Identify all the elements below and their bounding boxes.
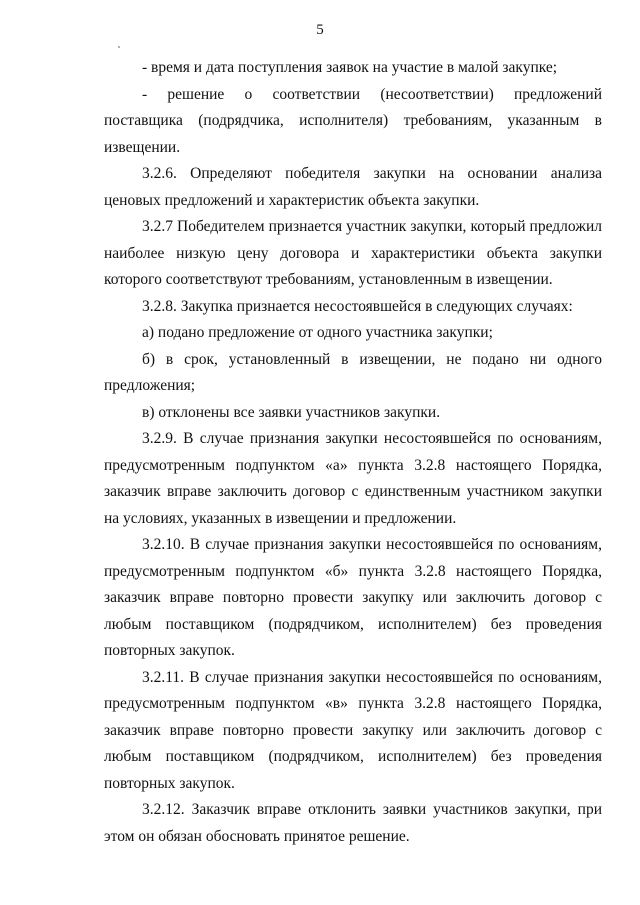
paragraph-3-2-6: 3.2.6. Определяют победителя закупки на основании анализа ценовых предложений и характеристик объекта закупки. [104, 165, 602, 209]
document-body [104, 55, 602, 850]
paragraph-time-date-receipt: - время и дата поступления заявок на участие в малой закупке; [142, 59, 558, 76]
page-number: 5 [316, 22, 324, 38]
subitem-a: а) подано предложение от одного участника закупки; [142, 324, 493, 341]
paragraph-3-2-8: 3.2.8. Закупка признается несостоявшейся в следующих случаях: [142, 297, 573, 315]
paragraph-3-2-10: 3.2.10. В случае признания закупки несостоявшейся по основаниям, предусмотренным подпунктом «б» пункта 3.2.8 настоящего Порядка, заказчик вправе повторно провести закупку или заключить договор с любым поставщиком (подрядчиком, исполнителем) без проведения повторных закупок. [104, 536, 602, 659]
paragraph-3-2-7: 3.2.7 Победителем признается участник закупки, который предложил наиболее низкую цену договора и характеристики объекта закупки которого соответствуют требованиям, установленным в извещении. [104, 218, 602, 288]
scan-speck [118, 46, 120, 48]
paragraph-3-2-12: 3.2.12. Заказчик вправе отклонить заявки участников закупки, при этом он обязан обосновать принятое решение. [104, 801, 602, 845]
paragraph-3-2-9: 3.2.9. В случае признания закупки несостоявшейся по основаниям, предусмотренным подпунктом «а» пункта 3.2.8 настоящего Порядка, заказчик вправе заключить договор с единственным участником закупки на условиях, указанных в извещении и предложении. [104, 430, 602, 527]
paragraph-3-2-11: 3.2.11. В случае признания закупки несостоявшейся по основаниям, предусмотренным подпунктом «в» пункта 3.2.8 настоящего Порядка, заказчик вправе повторно провести закупку или заключить договор с любым поставщиком (подрядчиком, исполнителем) без проведения повторных закупок. [104, 668, 602, 792]
subitem-b: б) в срок, установленный в извещении, не подано ни одного предложения; [104, 350, 602, 394]
paragraph-compliance-decision: - решение о соответствии (несоответствии) предложений поставщика (подрядчика, исполнителя) требованиям, указанным в извещении. [104, 85, 602, 156]
subitem-v: в) отклонены все заявки участников закупки. [142, 403, 441, 421]
